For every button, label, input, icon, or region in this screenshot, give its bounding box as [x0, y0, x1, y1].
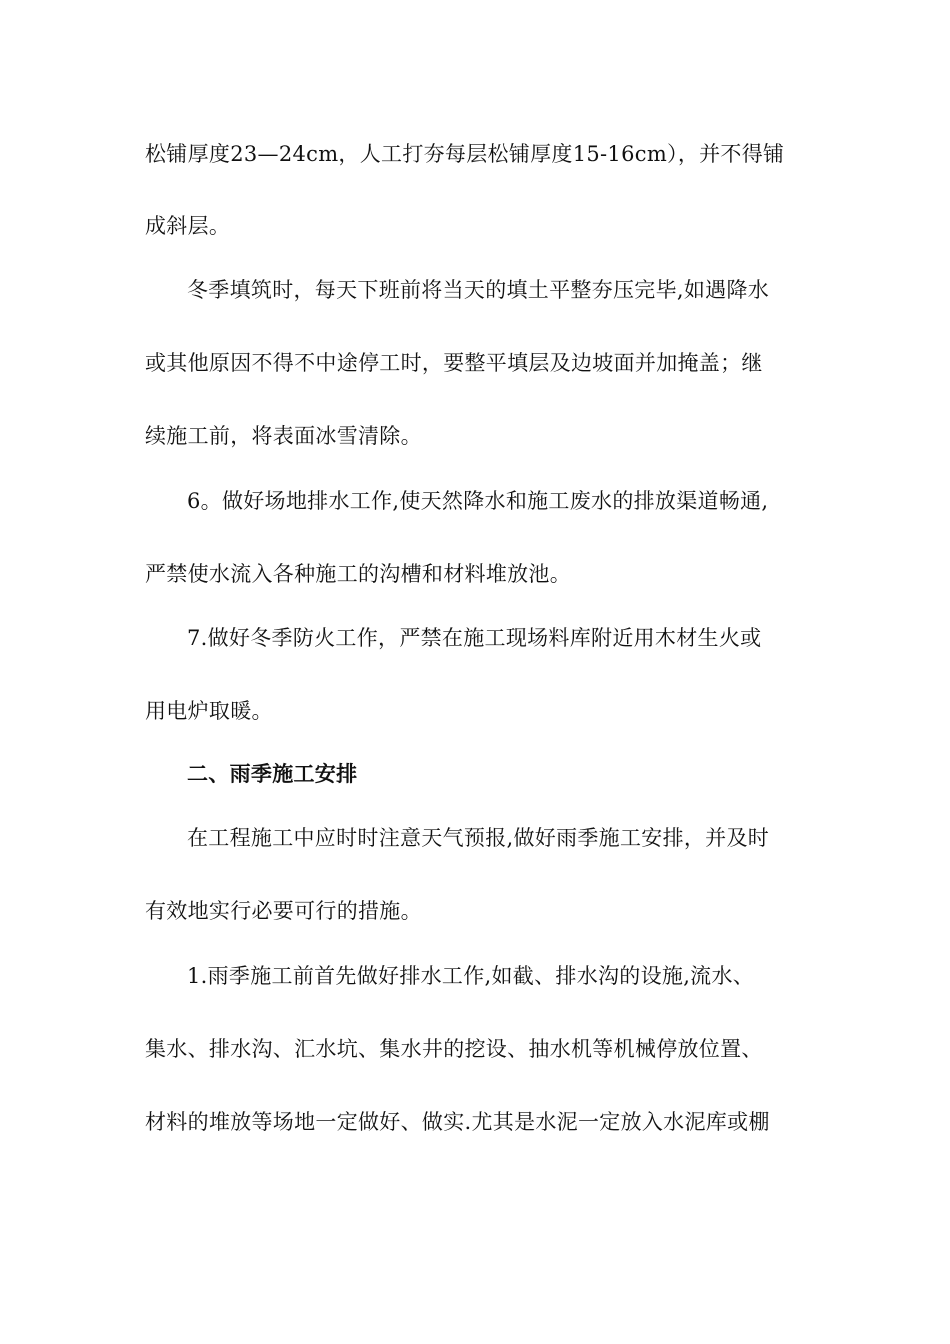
text-line: 1.雨季施工前首先做好排水工作,如截、排水沟的设施,流水、: [187, 964, 755, 988]
text-line: 7.做好冬季防火工作，严禁在施工现场料库附近用木材生火或: [187, 626, 762, 650]
text-line: 有效地实行必要可行的措施。: [145, 899, 422, 923]
text-line: 在工程施工中应时时注意天气预报,做好雨季施工安排，并及时: [187, 826, 770, 850]
text-line: 冬季填筑时，每天下班前将当天的填土平整夯压完毕,如遇降水: [187, 278, 770, 302]
text-line: 续施工前，将表面冰雪清除。: [145, 424, 422, 448]
text-line: 松铺厚度23—24cm，人工打夯每层松铺厚度15-16cm），并不得铺: [145, 142, 785, 166]
text-line: 6。做好场地排水工作,使天然降水和施工废水的排放渠道畅通,: [187, 489, 769, 513]
text-line: 集水、排水沟、汇水坑、集水井的挖设、抽水机等机械停放位置、: [145, 1037, 763, 1061]
text-line: 用电炉取暖。: [145, 699, 273, 723]
text-line: 成斜层。: [145, 214, 231, 238]
text-line: 或其他原因不得不中途停工时，要整平填层及边坡面并加掩盖；继: [145, 351, 763, 375]
section-heading: 二、雨季施工安排: [187, 762, 358, 786]
text-line: 严禁使水流入各种施工的沟槽和材料堆放池。: [145, 562, 571, 586]
text-line: 材料的堆放等场地一定做好、做实.尤其是水泥一定放入水泥库或棚: [145, 1110, 770, 1134]
